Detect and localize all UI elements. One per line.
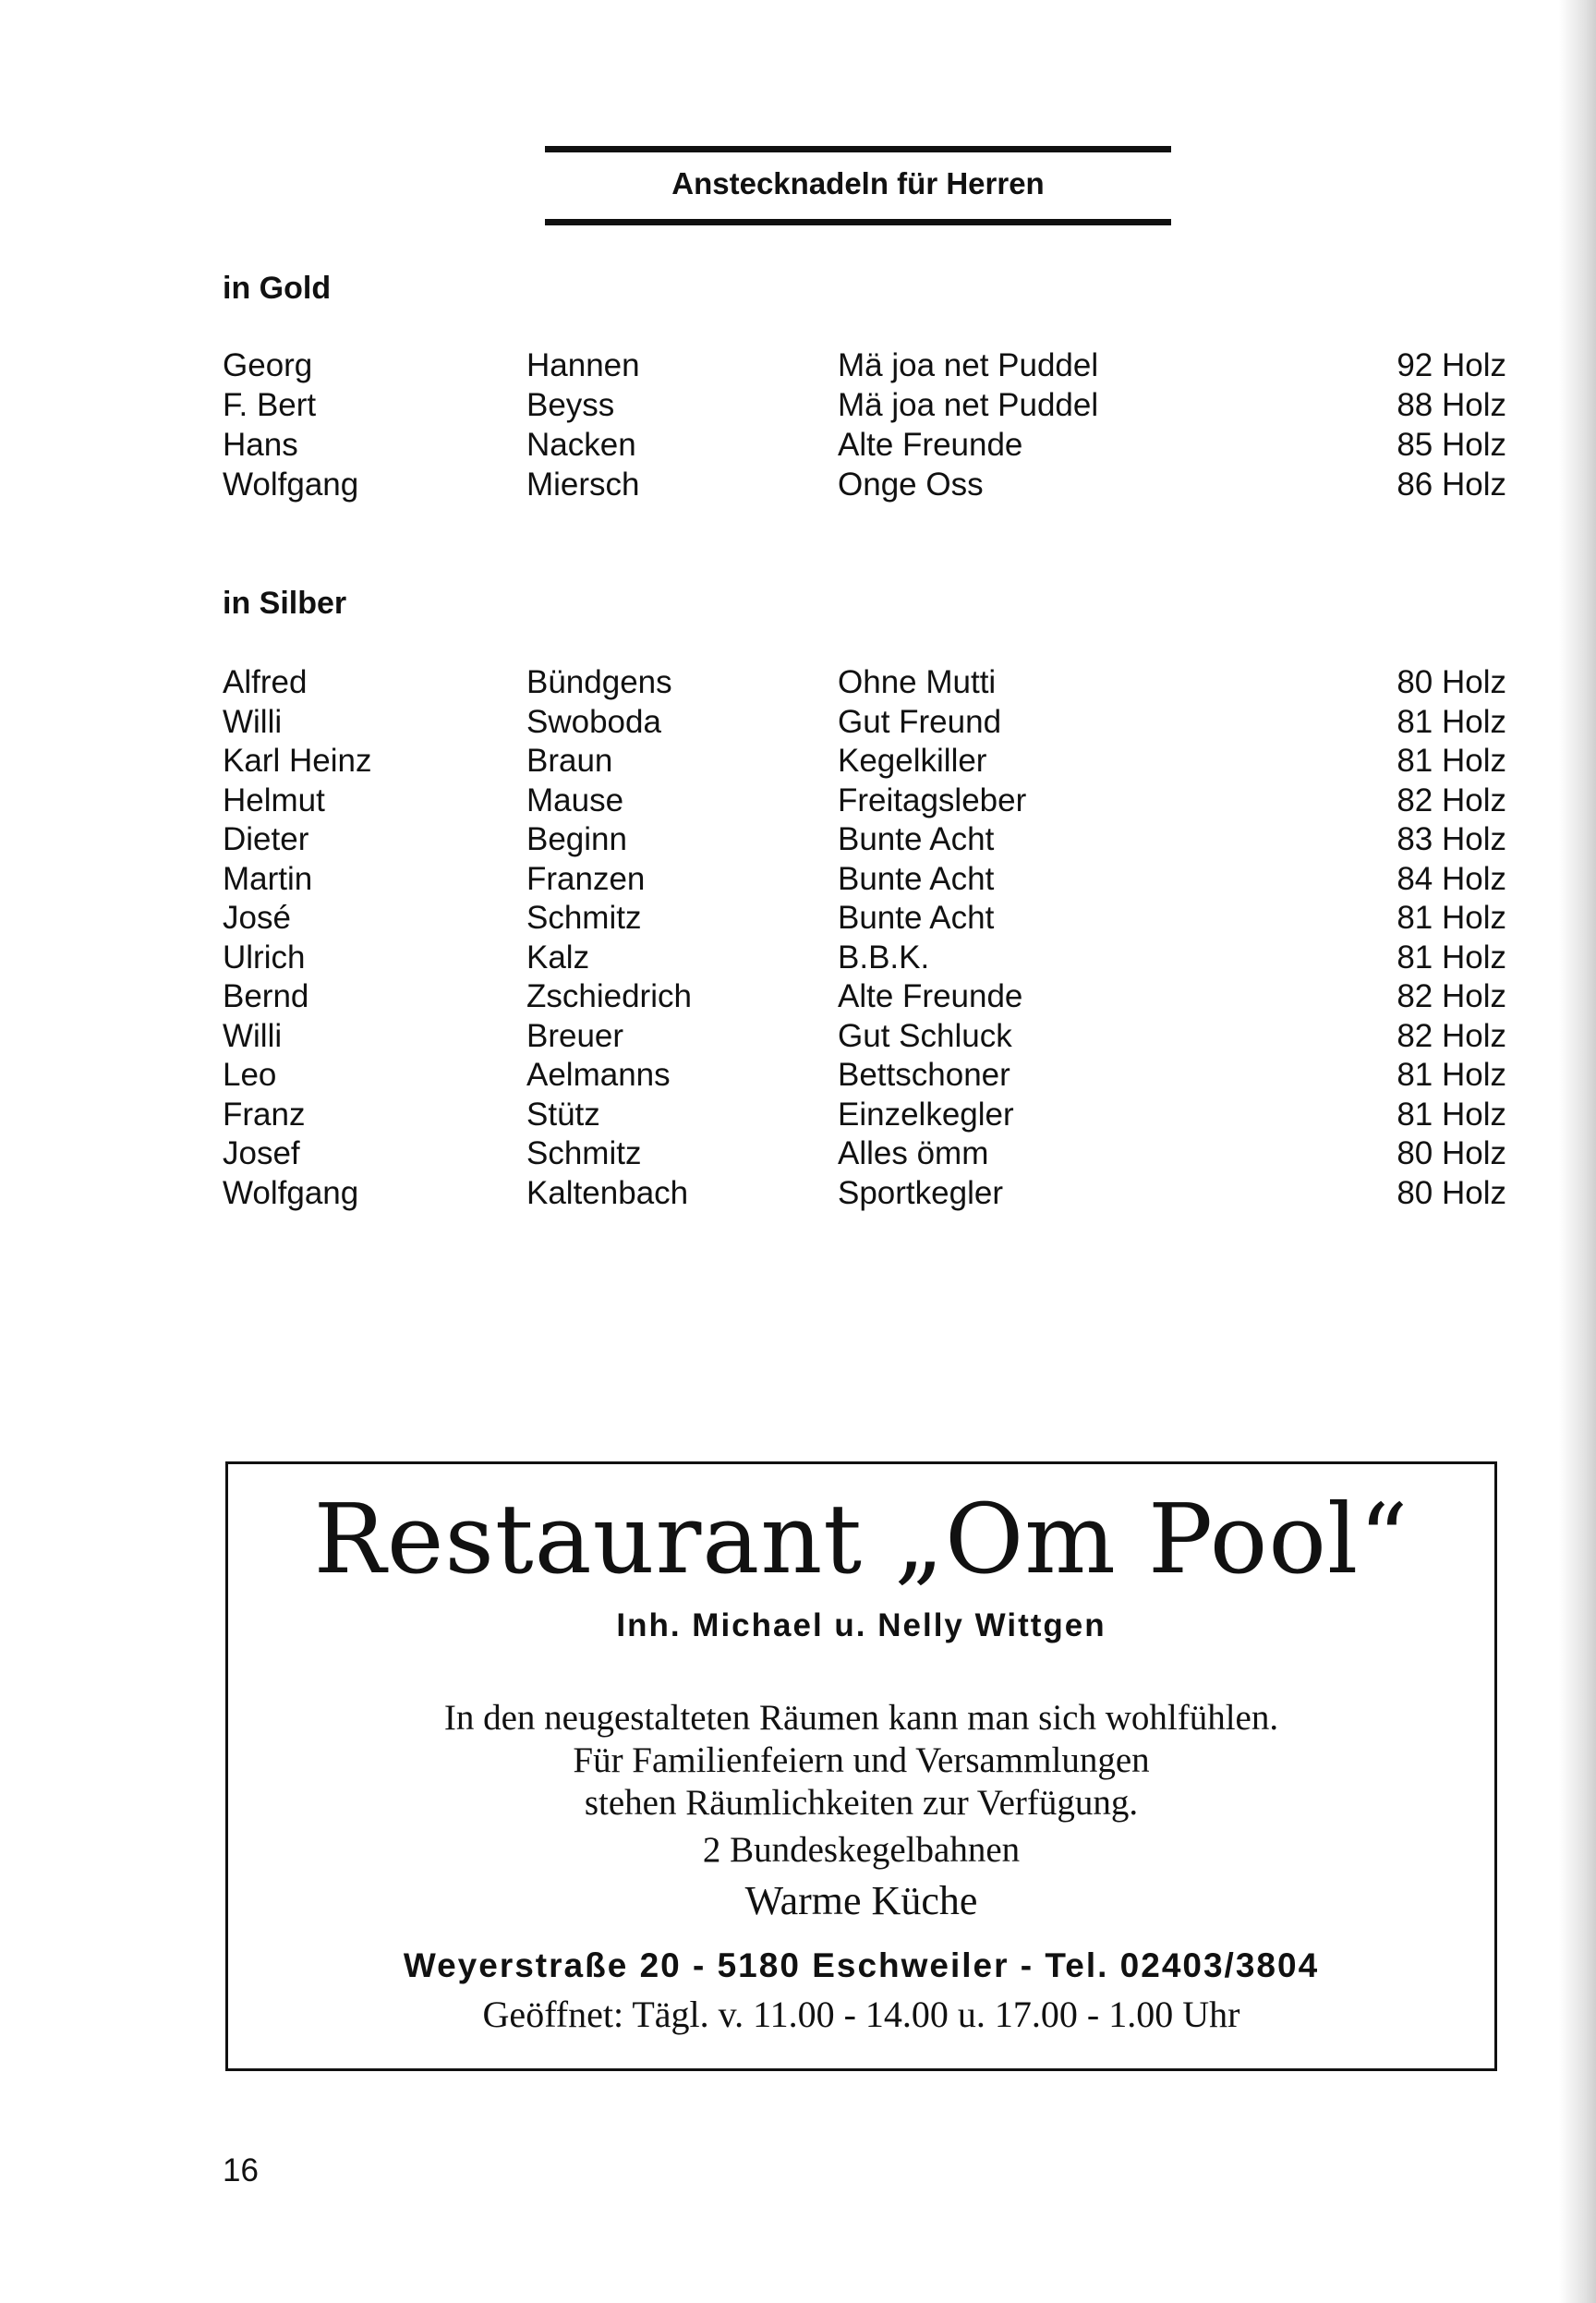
first-name: José [223, 900, 291, 936]
last-name: Schmitz [526, 1135, 642, 1171]
club-name: Alles ömm [838, 1135, 989, 1171]
header-rule-bottom [545, 219, 1171, 225]
score: 81 Holz [1396, 743, 1506, 779]
score: 81 Holz [1396, 939, 1506, 976]
silver-row [223, 1017, 1506, 1056]
last-name: Breuer [526, 1018, 624, 1054]
last-name: Kalz [526, 939, 590, 976]
silver-row [223, 1096, 1506, 1134]
gold-section-title: in Gold [223, 271, 332, 306]
club-name: Einzelkegler [838, 1097, 1014, 1133]
silver-row [223, 703, 1506, 742]
score: 88 Holz [1396, 387, 1506, 423]
first-name: Dieter [223, 821, 309, 857]
last-name: Swoboda [526, 704, 661, 740]
club-name: Alte Freunde [838, 978, 1023, 1014]
ad-line: 2 Bundeskegelbahnen [702, 1830, 1021, 1870]
silver-row [223, 977, 1506, 1016]
score: 83 Holz [1396, 821, 1506, 857]
last-name: Beyss [526, 387, 615, 423]
silver-row [223, 742, 1506, 781]
score: 81 Holz [1396, 704, 1506, 740]
gold-row [223, 466, 1506, 504]
header-rule-top [545, 146, 1171, 152]
score: 92 Holz [1396, 347, 1506, 383]
gold-row [223, 426, 1506, 465]
last-name: Braun [526, 743, 613, 779]
last-name: Hannen [526, 347, 640, 383]
gold-row [223, 386, 1506, 425]
last-name: Bündgens [526, 664, 672, 700]
first-name: Karl Heinz [223, 743, 372, 779]
club-name: Kegelkiller [838, 743, 987, 779]
club-name: Freitagsleber [838, 782, 1027, 818]
silver-row [223, 899, 1506, 938]
last-name: Beginn [526, 821, 627, 857]
silver-row [223, 782, 1506, 820]
score: 85 Holz [1396, 427, 1506, 463]
silver-row [223, 860, 1506, 899]
score: 81 Holz [1396, 900, 1506, 936]
last-name: Kaltenbach [526, 1175, 689, 1211]
page-number: 16 [223, 2152, 259, 2188]
last-name: Zschiedrich [526, 978, 692, 1014]
last-name: Schmitz [526, 900, 642, 936]
score: 81 Holz [1396, 1057, 1506, 1093]
score: 86 Holz [1396, 467, 1506, 503]
club-name: Sportkegler [838, 1175, 1003, 1211]
silver-row [223, 1134, 1506, 1173]
first-name: Helmut [223, 782, 325, 818]
score: 80 Holz [1396, 1135, 1506, 1171]
silver-row [223, 663, 1506, 702]
first-name: Willi [223, 1018, 283, 1054]
first-name: Hans [223, 427, 298, 463]
first-name: F. Bert [223, 387, 317, 423]
first-name: Bernd [223, 978, 309, 1014]
restaurant-ad [225, 1461, 1497, 2071]
ad-line: stehen Räumlichkeiten zur Verfügung. [584, 1783, 1139, 1823]
silver-row [223, 939, 1506, 977]
silver-row [223, 1056, 1506, 1095]
first-name: Franz [223, 1097, 306, 1133]
first-name: Willi [223, 704, 283, 740]
score: 81 Holz [1396, 1097, 1506, 1133]
ad-line: Für Familienfeiern und Versammlungen [573, 1740, 1150, 1780]
last-name: Miersch [526, 467, 640, 503]
club-name: Gut Freund [838, 704, 1002, 740]
ad-line: In den neugestalteten Räumen kann man sich wohlfühlen. [443, 1698, 1279, 1738]
header-block [545, 146, 1171, 229]
silver-section-title: in Silber [223, 586, 347, 621]
club-name: Mä joa net Puddel [838, 347, 1099, 383]
score: 80 Holz [1396, 664, 1506, 700]
score: 82 Holz [1396, 1018, 1506, 1054]
club-name: Bunte Acht [838, 900, 995, 936]
page-title: Anstecknadeln für Herren [671, 166, 1045, 200]
first-name: Georg [223, 347, 313, 383]
last-name: Stütz [526, 1097, 600, 1133]
club-name: Onge Oss [838, 467, 984, 503]
club-name: Alte Freunde [838, 427, 1023, 463]
first-name: Ulrich [223, 939, 306, 976]
first-name: Josef [223, 1135, 300, 1171]
silver-row [223, 1174, 1506, 1213]
club-name: Gut Schluck [838, 1018, 1012, 1054]
club-name: Mä joa net Puddel [838, 387, 1099, 423]
score: 80 Holz [1396, 1175, 1506, 1211]
ad-address: Weyerstraße 20 - 5180 Eschweiler - Tel. 02403/3804 [403, 1946, 1320, 1984]
score: 84 Holz [1396, 861, 1506, 897]
first-name: Wolfgang [223, 1175, 359, 1211]
club-name: B.B.K. [838, 939, 930, 976]
last-name: Nacken [526, 427, 636, 463]
last-name: Mause [526, 782, 624, 818]
ad-line: Warme Küche [744, 1878, 978, 1923]
last-name: Aelmanns [526, 1057, 671, 1093]
first-name: Leo [223, 1057, 277, 1093]
score: 82 Holz [1396, 978, 1506, 1014]
club-name: Bettschoner [838, 1057, 1010, 1093]
silver-row [223, 820, 1506, 859]
first-name: Wolfgang [223, 467, 359, 503]
club-name: Ohne Mutti [838, 664, 997, 700]
ad-hours: Geöffnet: Tägl. v. 11.00 - 14.00 u. 17.00 - 1.00 Uhr [482, 1994, 1240, 2035]
gold-row [223, 346, 1506, 385]
club-name: Bunte Acht [838, 861, 995, 897]
ad-title: Restaurant „Om Pool“ [313, 1483, 1409, 1595]
page-edge-shadow [1559, 0, 1596, 2303]
first-name: Alfred [223, 664, 308, 700]
last-name: Franzen [526, 861, 646, 897]
score: 82 Holz [1396, 782, 1506, 818]
first-name: Martin [223, 861, 313, 897]
club-name: Bunte Acht [838, 821, 995, 857]
ad-owner: Inh. Michael u. Nelly Wittgen [616, 1607, 1106, 1643]
